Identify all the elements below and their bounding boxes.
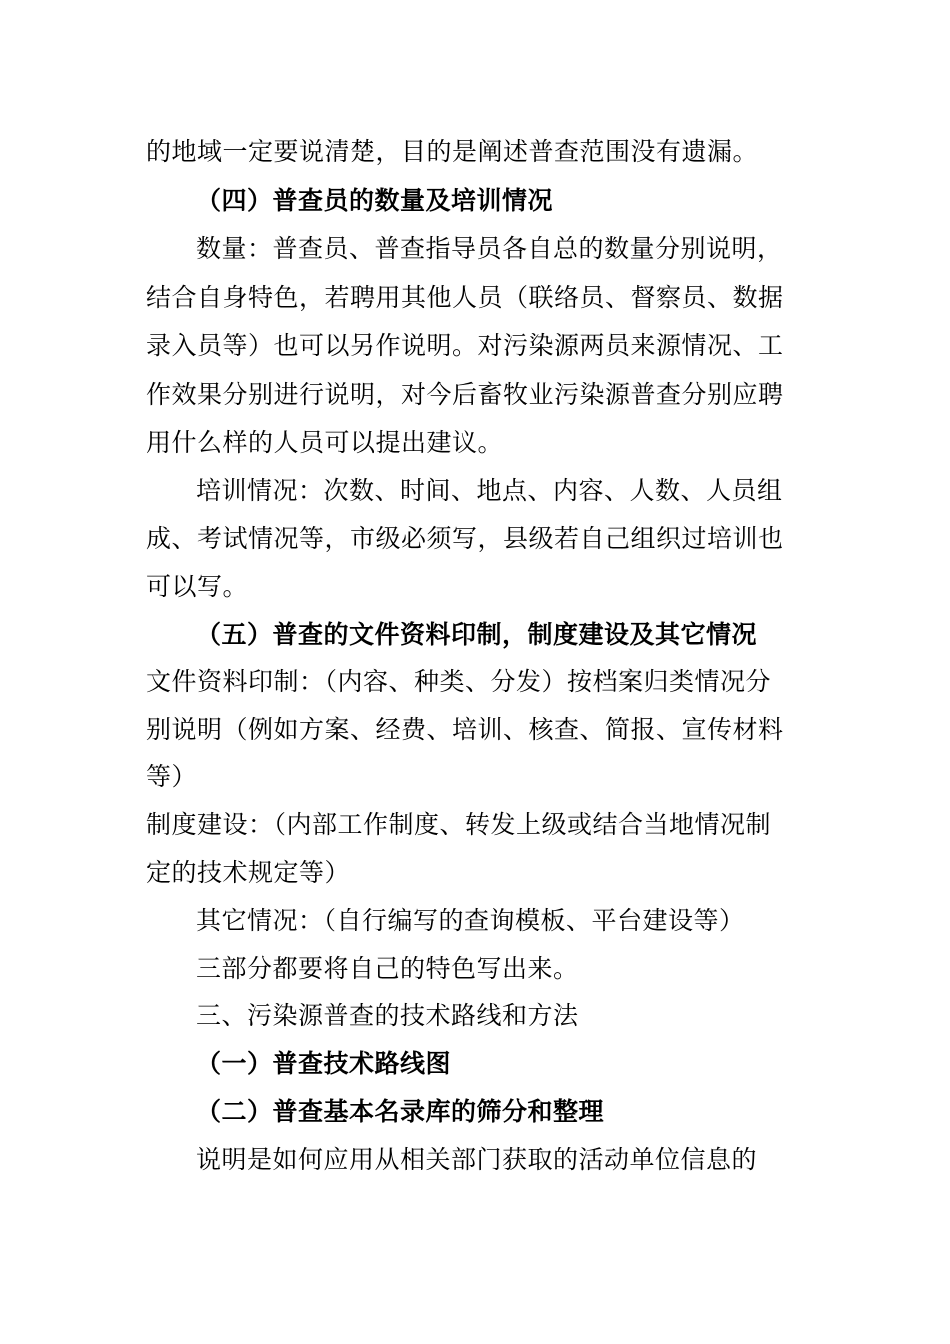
- paragraph-line: 用什么样的人员可以提出建议。: [146, 428, 504, 457]
- paragraph-line: 其它情况：（自行编写的查询模板、平台建设等）: [196, 906, 745, 935]
- paragraph-line: 录入员等）也可以另作说明。对污染源两员来源情况、工: [146, 331, 784, 360]
- paragraph-line: 等）: [146, 762, 198, 791]
- paragraph-line: 可以写。: [146, 572, 249, 601]
- section-heading-5: （五）普查的文件资料印制，制度建设及其它情况: [196, 620, 758, 649]
- chapter-heading-3: 三、污染源普查的技术路线和方法: [196, 1001, 579, 1030]
- paragraph-line: 结合自身特色，若聘用其他人员（联络员、督察员、数据: [146, 283, 784, 312]
- section-heading-4: （四）普查员的数量及培训情况: [196, 186, 554, 215]
- section-heading-1: （一）普查技术路线图: [196, 1049, 452, 1078]
- paragraph-line: 文件资料印制：（内容、种类、分发）按档案归类情况分: [146, 667, 772, 696]
- paragraph-line: 作效果分别进行说明，对今后畜牧业污染源普查分别应聘: [146, 380, 784, 409]
- section-heading-2: （二）普查基本名录库的筛分和整理: [196, 1097, 605, 1126]
- paragraph-line: 定的技术规定等）: [146, 858, 351, 887]
- paragraph-line: 别说明（例如方案、经费、培训、核查、简报、宣传材料: [146, 715, 784, 744]
- paragraph-line: 制度建设：（内部工作制度、转发上级或结合当地情况制: [146, 810, 772, 839]
- paragraph-line: 说明是如何应用从相关部门获取的活动单位信息的: [196, 1145, 758, 1174]
- paragraph-line: 成、考试情况等，市级必须写，县级若自己组织过培训也: [146, 524, 784, 553]
- paragraph-line: 三部分都要将自己的特色写出来。: [196, 954, 579, 983]
- paragraph-line: 的地域一定要说清楚，目的是阐述普查范围没有遗漏。: [146, 137, 759, 166]
- paragraph-line: 数量：普查员、普查指导员各自总的数量分别说明，: [196, 234, 783, 263]
- paragraph-line: 培训情况：次数、时间、地点、内容、人数、人员组: [196, 476, 783, 505]
